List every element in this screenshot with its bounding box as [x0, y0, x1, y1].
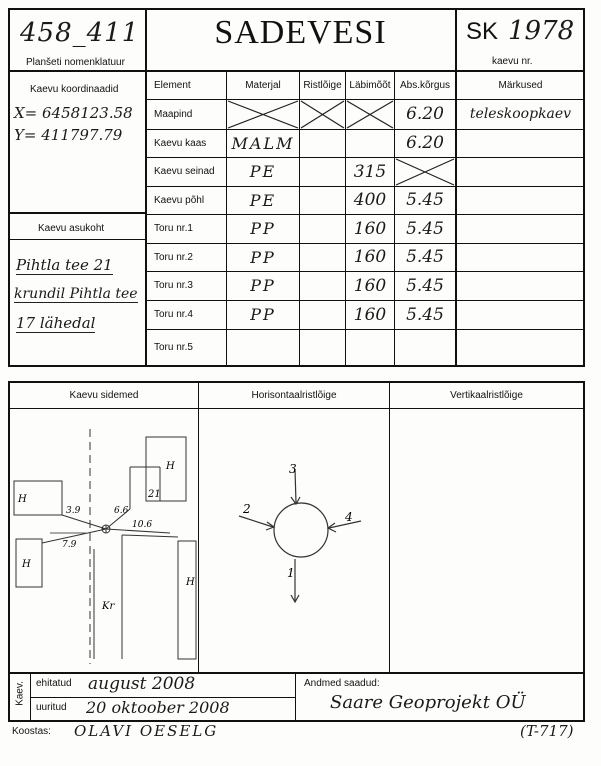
col-header-diameter: Läbimõõt [349, 79, 391, 91]
row-material: PP [250, 305, 276, 324]
form-code: (T-717) [520, 722, 574, 740]
surveyed-label: uuritud [36, 702, 67, 713]
label-house-right: H [186, 577, 195, 588]
row-material: MALM [231, 133, 295, 153]
row-notes: teleskoopkaev [469, 106, 572, 122]
sketch-title-horizontal: Horisontaalristlõige [251, 390, 337, 401]
sketch-title-vertical: Vertikaalristlõige [450, 390, 523, 401]
coords-label: Kaevu koordinaadid [30, 84, 119, 95]
pipe-number-3: 3 [289, 462, 297, 476]
nomenclature-label: Planšeti nomenklatuur [26, 57, 125, 68]
row-element: Toru nr.3 [154, 280, 193, 291]
label-road: Kr [102, 601, 115, 612]
row-element: Kaevu seinad [154, 166, 215, 177]
row-abs-height: 6.20 [406, 133, 444, 153]
coord-x: X= 6458123.58 [14, 104, 133, 122]
col-header-abs-height: Abs.kõrgus [399, 79, 451, 91]
col-header-material: Materjal [245, 79, 281, 91]
row-abs-height: 5.45 [406, 190, 444, 210]
surveyed-value: 20 oktoober 2008 [86, 698, 230, 717]
location-label: Kaevu asukoht [38, 223, 105, 234]
row-element: Kaevu kaas [154, 137, 207, 149]
col-header-cross-section: Ristlõige [303, 79, 342, 91]
pipe-number-4: 4 [345, 510, 353, 524]
row-diameter: 315 [353, 161, 387, 182]
row-diameter: 160 [353, 247, 387, 267]
row-element: Toru nr.5 [154, 342, 193, 353]
row-material: PE [249, 190, 277, 210]
location-line-3: 17 lähedal [16, 314, 96, 332]
row-diameter: 160 [353, 218, 387, 239]
row-diameter: 400 [353, 190, 387, 210]
row-abs-height: 5.45 [406, 218, 444, 239]
well-number-prefix: SK [466, 18, 499, 45]
sketch-title-connections: Kaevu sidemed [69, 390, 139, 401]
label-house-left: H [18, 494, 27, 505]
row-material: PP [250, 247, 276, 267]
built-value: august 2008 [88, 674, 196, 694]
location-line-2: krundil Pihtla tee [14, 286, 138, 302]
well-number-value: 1978 [508, 16, 575, 46]
composed-label: Koostas: [12, 726, 51, 737]
built-label: ehitatud [36, 678, 72, 689]
form-title: SADEVESI [214, 14, 387, 51]
row-abs-height: 5.45 [406, 247, 444, 267]
row-material: PP [250, 276, 276, 295]
pipe-number-2: 2 [243, 502, 251, 516]
row-material: PP [250, 219, 276, 238]
label-house-top: H [166, 461, 175, 472]
label-number-21: 21 [148, 489, 161, 500]
row-abs-height: 5.45 [406, 275, 444, 296]
row-diameter: 160 [353, 304, 387, 325]
row-element: Toru nr.1 [154, 223, 193, 234]
label-distance-3: 10.6 [132, 520, 153, 530]
footer-side-label: Kaev. [14, 681, 26, 706]
row-diameter: 160 [353, 275, 387, 296]
pipe-number-1: 1 [287, 566, 295, 580]
composed-value: OLAVI OESELG [74, 722, 219, 740]
row-element: Kaevu põhl [154, 194, 205, 206]
row-element: Toru nr.2 [154, 251, 193, 263]
label-distance-4: 7.9 [62, 540, 77, 550]
location-line-1: Pihtla tee 21 [16, 256, 113, 274]
connections-sketch [10, 409, 198, 672]
row-abs-height: 5.45 [406, 304, 444, 325]
source-label: Andmed saadud: [304, 678, 380, 689]
horizontal-section-sketch [199, 409, 389, 672]
row-element: Maapind [154, 108, 193, 120]
nomenclature-value: 458_411 [20, 18, 140, 48]
source-value: Saare Geoprojekt OÜ [330, 692, 526, 713]
label-distance-1: 3.9 [66, 506, 81, 516]
label-distance-2: 6.6 [114, 506, 129, 516]
well-number-label: kaevu nr. [492, 56, 533, 67]
label-building-left: H [22, 559, 31, 570]
row-element: Toru nr.4 [154, 309, 193, 320]
row-material: PE [249, 162, 277, 181]
coord-y: Y= 411797.79 [14, 126, 123, 144]
row-abs-height: 6.20 [406, 104, 444, 124]
col-header-element: Element [154, 79, 191, 91]
col-header-notes: Märkused [498, 79, 543, 91]
